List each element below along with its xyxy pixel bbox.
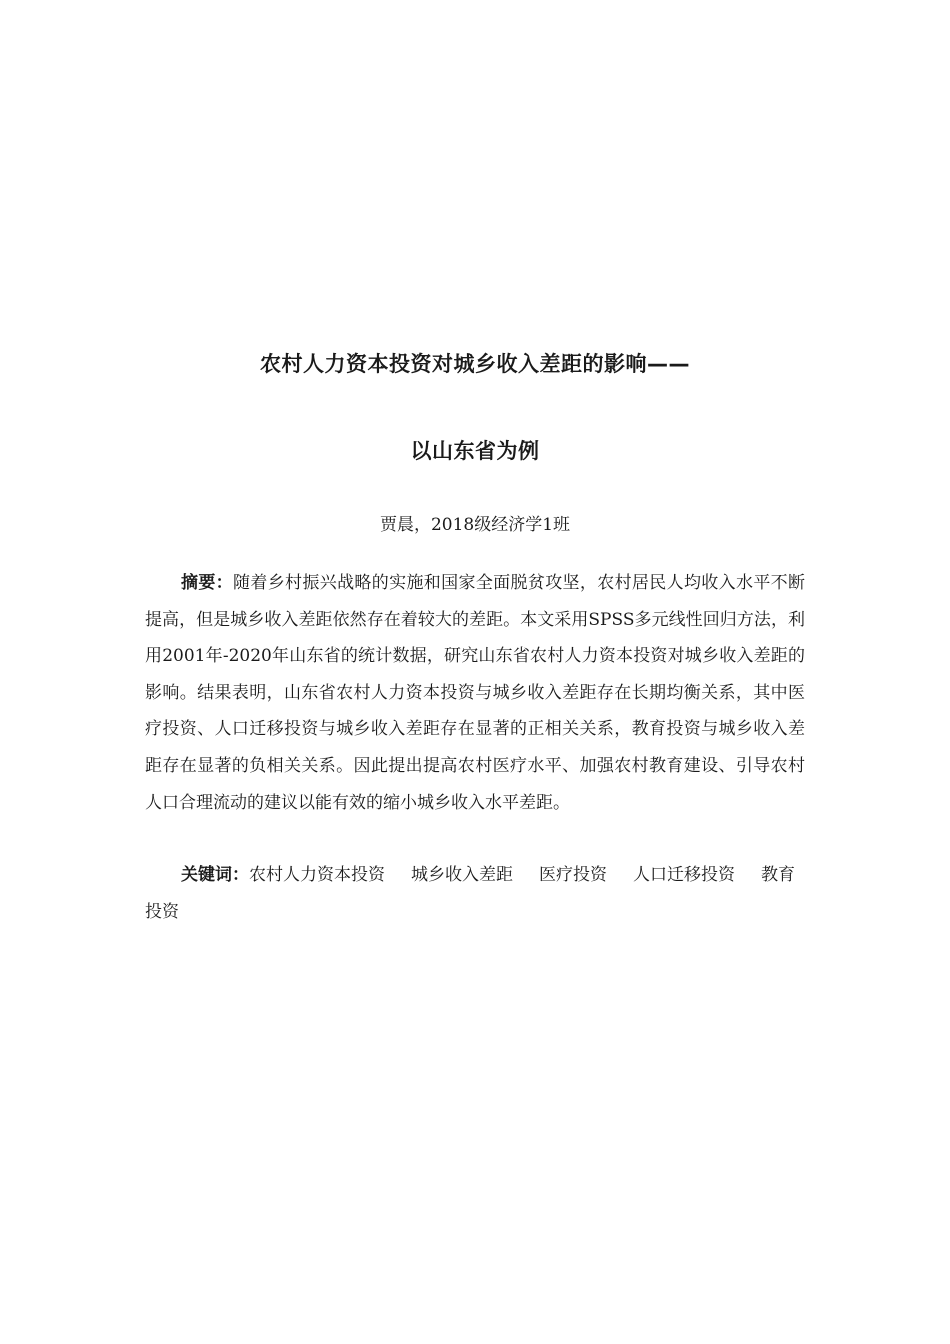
keyword-item: 农村人力资本投资 bbox=[249, 865, 385, 885]
keyword-item: 城乡收入差距 bbox=[411, 865, 513, 885]
keywords-paragraph bbox=[145, 857, 810, 930]
keyword-item: 人口迁移投资 bbox=[633, 865, 735, 885]
keyword-item: 教育投资 bbox=[145, 865, 795, 922]
abstract-label: 摘要： bbox=[181, 573, 234, 593]
abstract-text: 随着乡村振兴战略的实施和国家全面脱贫攻坚，农村居民人均收入水平不断提高，但是城乡收入差距依然存在着较大的差距。本文采用SPSS多元线性回归方法，利用2001年-2020年山东省的统计数据，研究山东省农村人力资本投资对城乡收入差距的影响。结果表明，山东省农村人力资本投资与城乡收入差距存在长期均衡关系，其中医疗投资、人口迁移投资与城乡收入差距存在显著的正相关关系，教育投资与城乡收入差距存在显著的负相关关系。因此提出提高农村医疗水平、加强农村教育建设、引导农村人口合理流动的建议以能有效的缩小城乡收入水平差距。 bbox=[145, 573, 806, 813]
keywords-label: 关键词： bbox=[181, 865, 249, 885]
keyword-item: 医疗投资 bbox=[539, 865, 607, 885]
paper-title-line-2: 以山东省为例 bbox=[410, 439, 540, 463]
author-line: 贾晨，2018级经济学1班 bbox=[379, 515, 571, 535]
paper-title-line-1: 农村人力资本投资对城乡收入差距的影响—— bbox=[260, 352, 690, 376]
abstract-paragraph bbox=[145, 565, 805, 821]
